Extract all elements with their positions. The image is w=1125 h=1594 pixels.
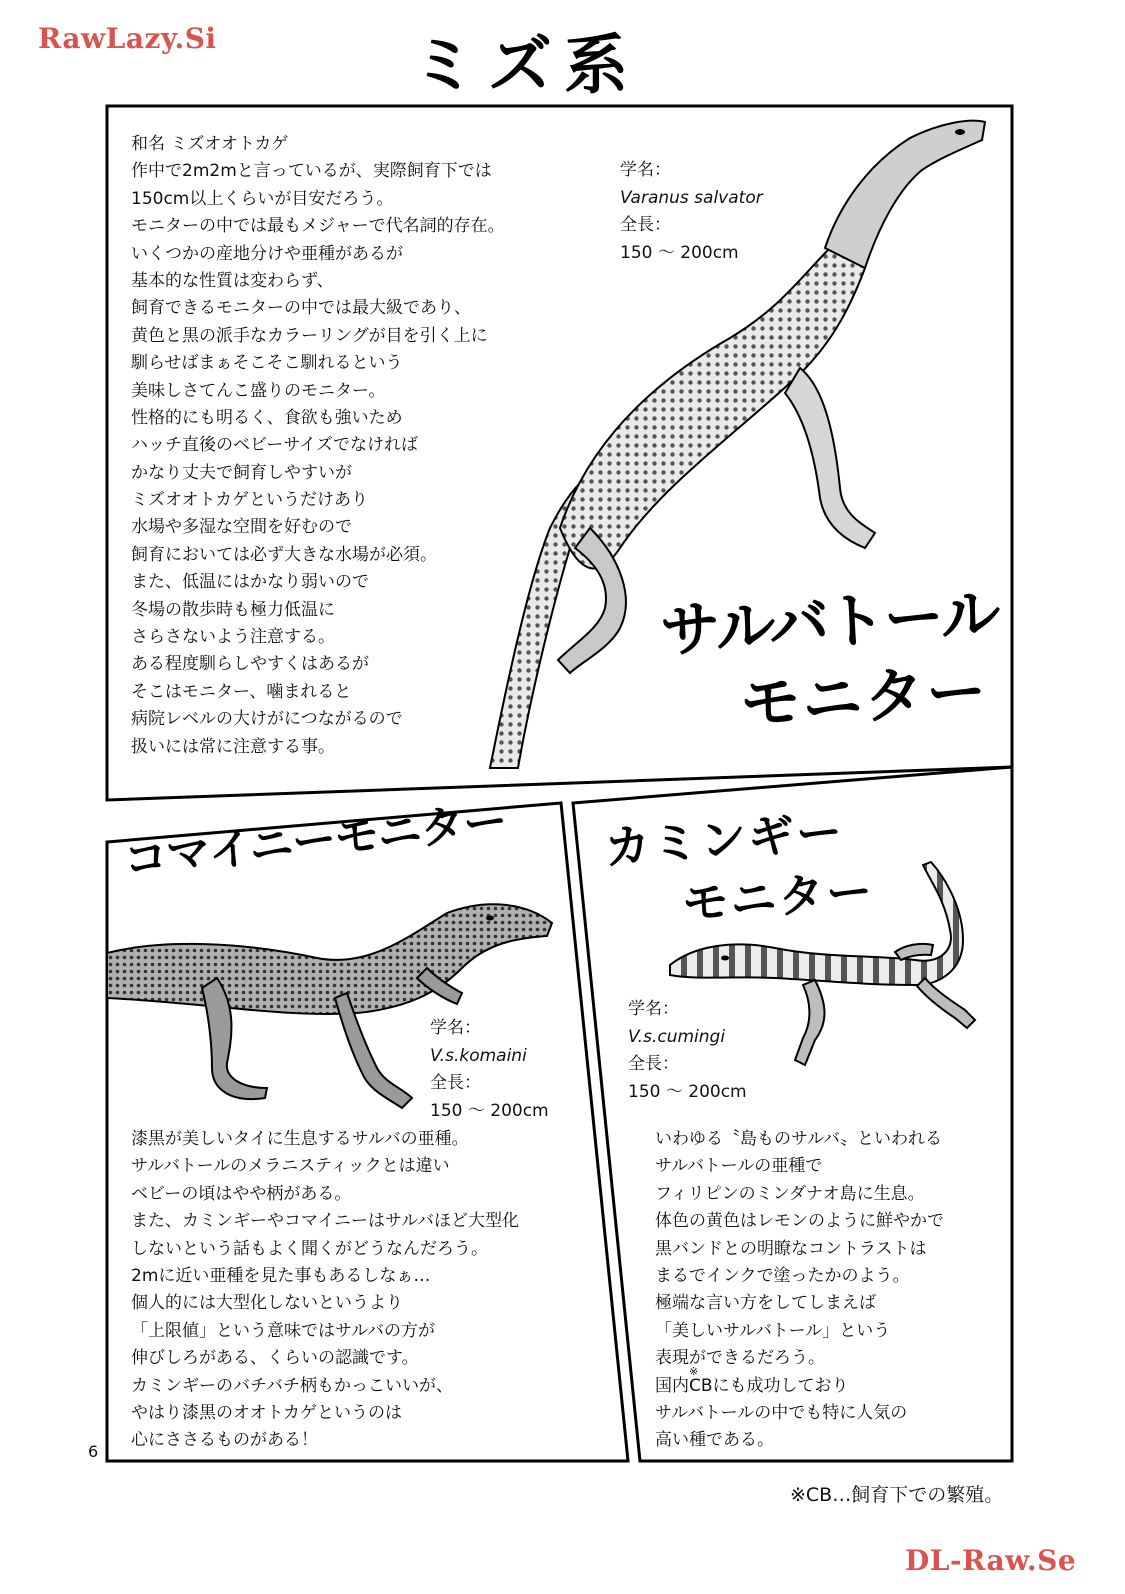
cumingi-description xyxy=(655,1126,944,1455)
komaini-scientific-label: 学名： xyxy=(430,1018,481,1038)
cumingi-handwritten-title-line1: カミンギー xyxy=(602,804,846,875)
komaini-scientific-name: V.s.komaini xyxy=(430,1045,527,1066)
salvator-scientific-label: 学名： xyxy=(620,160,671,180)
komaini-text-line: 2mに近い亜種を見た事もあるしなぁ… xyxy=(131,1265,431,1286)
cumingi-text-line: 高い種である。 xyxy=(655,1430,774,1451)
komaini-text-line: 漆黒が美しいタイに生息するサルバの亜種。 xyxy=(131,1129,469,1149)
cumingi-text-line: 黒バンドとの明瞭なコントラストは xyxy=(655,1238,927,1259)
cumingi-text-line: フィリピンのミンダナオ島に生息。 xyxy=(655,1183,925,1204)
cumingi-info xyxy=(628,996,747,1106)
salvator-text-line: 水場や多湿な空間を好むので xyxy=(131,517,352,538)
komaini-text-line: カミンギーのバチバチ柄もかっこいいが、 xyxy=(131,1375,453,1396)
salvator-handwritten-title-line1: サルバトール xyxy=(658,579,1001,667)
salvator-text-line: 150cm以上くらいが目安だろう。 xyxy=(131,188,394,209)
salvator-handwritten-title-line2: モニター xyxy=(738,656,990,740)
cumingi-text-line: 表現ができるだろう。 xyxy=(655,1348,825,1369)
komaini-text-line: 心にささるものがある！ xyxy=(131,1430,318,1451)
komaini-description xyxy=(131,1126,519,1455)
salvator-length-label: 全長： xyxy=(620,215,671,235)
cumingi-text-line: いわゆる〝島ものサルバ〟といわれる xyxy=(655,1129,942,1149)
cumingi-text-line: 「美しいサルバトール」という xyxy=(655,1320,891,1341)
cumingi-text-line: 国内CBにも成功しており xyxy=(655,1375,849,1396)
watermark-bottom-right: DL-Raw.Se xyxy=(905,1544,1077,1577)
komaini-handwritten-title: コマイニーモニター xyxy=(121,795,509,887)
salvator-text-line: かなり丈夫で飼育しやすいが xyxy=(131,462,352,483)
cumingi-scientific-label: 学名： xyxy=(628,999,679,1019)
cumingi-text-line: 極端な言い方をしてしまえば xyxy=(655,1293,876,1314)
cumingi-text-line: サルバトールの亜種で xyxy=(655,1156,823,1177)
salvator-description xyxy=(131,131,505,761)
salvator-text-line: 基本的な性質は変わらず、 xyxy=(131,270,334,291)
salvator-text-line: ミズオオトカゲというだけあり xyxy=(131,490,368,511)
footnote: ※CB…飼育下での繁殖。 xyxy=(790,1484,1004,1506)
salvator-text-line: そこはモニター、噛まれると xyxy=(131,681,352,702)
cumingi-text-line: まるでインクで塗ったかのよう。 xyxy=(655,1265,910,1286)
salvator-text-line: 冬場の散歩時も極力低温に xyxy=(131,599,335,620)
salvator-text-line: 黄色と黒の派手なカラーリングが目を引く上に xyxy=(131,325,488,346)
page-title: ミズ系 xyxy=(412,29,640,103)
salvator-text-line: 美味しさてんこ盛りのモニター。 xyxy=(131,380,386,401)
komaini-text-line: また、カミンギーやコマイニーはサルバほど大型化 xyxy=(131,1211,519,1232)
komaini-length-value: 150 ～ 200cm xyxy=(430,1100,549,1121)
watermark-top-left: RawLazy.Si xyxy=(38,22,217,55)
salvator-text-line: いくつかの産地分けや亜種があるが xyxy=(131,243,403,264)
komaini-text-line: 伸びしろがある、くらいの認識です。 xyxy=(131,1348,419,1369)
salvator-text-line: さらさないよう注意する。 xyxy=(131,627,335,648)
salvator-text-line: ハッチ直後のベビーサイズでなければ xyxy=(131,435,418,456)
cumingi-length-label: 全長： xyxy=(628,1054,679,1074)
salvator-text-line: 性格的にも明るく、食欲も強いため xyxy=(131,407,403,428)
salvator-text-line: 飼育においては必ず大きな水場が必須。 xyxy=(131,544,437,565)
salvator-text-line: 病院レベルの大けがにつながるので xyxy=(131,709,403,730)
salvator-text-line: 扱いには常に注意する事。 xyxy=(131,736,335,757)
salvator-scientific-name: Varanus salvator xyxy=(620,187,763,208)
komaini-text-line: ベビーの頃はやや柄がある。 xyxy=(131,1183,352,1204)
cumingi-cb-mark: ※ xyxy=(689,1365,699,1378)
salvator-text-line: 飼育できるモニターの中では最大級であり、 xyxy=(131,298,471,319)
komaini-text-line: サルバトールのメラニスティックとは違い xyxy=(131,1156,450,1177)
komaini-text-line: しないという話もよく聞くがどうなんだろう。 xyxy=(131,1238,488,1259)
komaini-text-line: やはり漆黒のオオトカゲというのは xyxy=(131,1402,402,1423)
cumingi-handwritten-title-line2: モニター xyxy=(680,863,876,931)
salvator-text-line: 馴らせばまぁそこそこ馴れるという xyxy=(131,353,403,374)
komaini-info xyxy=(430,1015,549,1125)
salvator-length-value: 150 ～ 200cm xyxy=(620,242,739,263)
page-number: 6 xyxy=(88,1442,99,1461)
salvator-text-line: ある程度馴らしやすくはあるが xyxy=(131,654,369,675)
komaini-length-label: 全長： xyxy=(430,1073,481,1093)
salvator-text-line: モニターの中では最もメジャーで代名詞的存在。 xyxy=(131,216,505,237)
salvator-text-line: また、低温にはかなり弱いので xyxy=(131,572,369,593)
cumingi-text-line: サルバトールの中でも特に人気の xyxy=(655,1402,908,1423)
cumingi-text-line: 体色の黄色はレモンのように鮮やかで xyxy=(655,1211,944,1232)
cumingi-scientific-name: V.s.cumingi xyxy=(628,1026,726,1047)
cumingi-length-value: 150 ～ 200cm xyxy=(628,1081,747,1102)
salvator-text-line: 作中で2m2mと言っているが、実際飼育下では xyxy=(131,161,492,182)
salvator-text-line: 和名 ミズオオトカゲ xyxy=(131,134,289,154)
komaini-text-line: 個人的には大型化しないというより xyxy=(131,1293,403,1314)
komaini-text-line: 「上限値」という意味ではサルバの方が xyxy=(131,1320,435,1341)
